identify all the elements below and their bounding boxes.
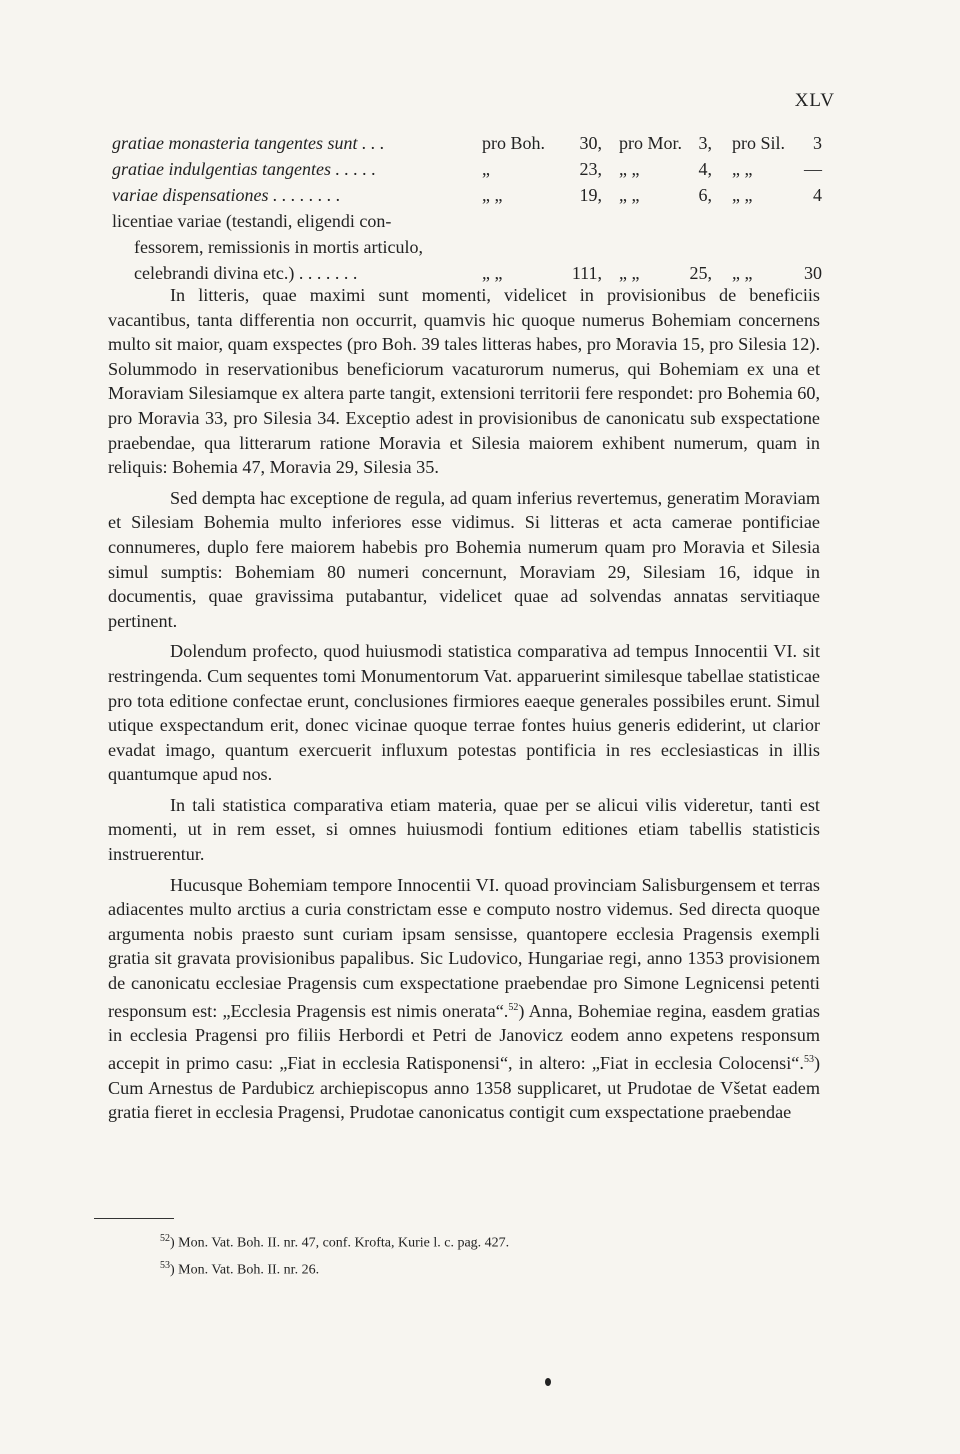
ink-mark	[545, 1378, 551, 1386]
paragraph: In litteris, quae maximi sunt momenti, videlicet in provisionibus de beneficiis vacantibus, tanta differentia non occurrit, quamvis hic quoque numerus Bohemiam concernens multo sit maior, quam exspectes (pro Boh. 39 tales litteras habes, pro Moravia 15, pro Silesia 12). Solummodo in reservationibus beneficiorum vacaturorum numerus, qui Bohemiam ex una et Moraviam Silesiamque ex altera parte tangit, extensioni territorii fere respondet: pro Bohemia 60, pro Moravia 33, pro Silesia 34. Exceptio adest in provisionibus de canonicatu sub exspectatione praebendae, qua litterarum ratione Moravia et Silesia maiorem exhibent numerum, quam in reliquis: Bohemia 47, Moravia 29, Silesia 35.	[108, 285, 820, 478]
stats-cell-c2v: 25,	[689, 263, 712, 283]
paragraph	[108, 873, 820, 1125]
stats-row	[112, 156, 832, 182]
stats-cell-c3v: 30	[804, 263, 822, 283]
footnote	[160, 1255, 509, 1282]
stats-label	[112, 208, 391, 234]
stats-cell-c2l: „ „	[619, 159, 640, 179]
stats-cell-c2l: pro Mor.	[619, 133, 682, 153]
paragraph: Sed dempta hac exceptione de regula, ad quam inferius revertemus, generatim Moraviam et Silesiam Bohemia multo inferiores esse vidimus. Si litteras et acta camerae pontificiae connumeres, duplo fere maiorem habebis pro Bohemia numerum quam pro Moravia et Silesia simul sumptis: Bohemiam 80 numeri concernunt, Moraviam 29, Silesiam 16, idque in documentis, quae gravissima putabantur, videlicet quae ad solvendas annatas servitiaque pertinent.	[108, 487, 820, 631]
stats-label-text: celebrandi divina etc.) . . . . . . .	[134, 263, 358, 283]
footnotes	[160, 1228, 509, 1281]
paragraph-text: ) Cum Arnestus de Pardubicz archiepiscopus anno 1358 supplicaret, ut Prudotae de Všetat eadem gratia fieret in ecclesia Pragensi, Prudotae canonicatus contigit cum exspectatione praebendae	[108, 1052, 820, 1123]
stats-cell-c2v: 4,	[698, 159, 712, 179]
stats-cell-c2l: „ „	[619, 263, 640, 283]
stats-cell-c1v: 111,	[571, 263, 602, 283]
stats-label	[112, 156, 376, 182]
stats-cell-c1l: „ „	[482, 263, 503, 283]
stats-label-text: fessorem, remissionis in mortis articulo,	[134, 237, 423, 257]
stats-cell-c3l: „ „	[732, 185, 753, 205]
stats-label-text: variae dispensationes . . . . . . . .	[112, 185, 341, 205]
footnote-text: ) Mon. Vat. Boh. II. nr. 47, conf. Krofta, Kurie l. c. pag. 427.	[170, 1235, 510, 1251]
stats-cell-c3v: —	[804, 159, 822, 179]
footnote-text: ) Mon. Vat. Boh. II. nr. 26.	[170, 1262, 320, 1278]
stats-cell-c3v: 3	[813, 133, 822, 153]
paragraph: In tali statistica comparativa etiam materia, quae per se alicui vilis videretur, tanti est momenti, ut in rem esset, si omnes huiusmodi fontium editiones etiam tabellis statisticis instruerentur.	[108, 794, 820, 865]
stats-cell-c3l: „ „	[732, 263, 753, 283]
stats-cell-c1l: „	[482, 159, 490, 179]
stats-cell-c3l: „ „	[732, 159, 753, 179]
footnote-divider	[94, 1218, 174, 1219]
stats-cell-c3v: 4	[813, 185, 822, 205]
page-number: XLV	[794, 90, 835, 111]
footnote-ref: 53	[803, 1053, 814, 1065]
stats-cell-c1v: 23,	[579, 159, 602, 179]
stats-label	[112, 182, 340, 208]
stats-row	[112, 130, 832, 156]
stats-cell-c2v: 6,	[698, 185, 712, 205]
stats-row	[112, 234, 832, 260]
stats-cell-c1v: 19,	[579, 185, 602, 205]
stats-row	[112, 182, 832, 208]
stats-cell-c2v: 3,	[698, 133, 712, 153]
stats-cell-c1l: pro Boh.	[482, 133, 545, 153]
stats-cell-c3l: pro Sil.	[732, 133, 786, 153]
footnote	[160, 1228, 509, 1255]
paragraph-text: ) Anna, Bohemiae regina, easdem gratias in ecclesia Pragensi pro filiis Herbordi et Petri de Janovicz eodem anno expetens responsum accepit in primo casu: „Fiat in ecclesia Ratisponensi“, in altero: „Fiat in ecclesia Colocensi“.	[108, 1000, 820, 1073]
paragraph-text: Hucusque Bohemiam tempore Innocentii VI. quoad provinciam Salisburgensem et terras adiacentes multo arctius a curia constrictam esse e computo nostro videmus. Sed directa quoque argumenta nobis praesto sunt curiam ipsam sensisse, quantopere ecclesia Pragensis exempli gratia sit gravata provisionibus papalibus. Sic Ludovico, Hungariae regi, anno 1353 provisionem de canonicatu ecclesiae Pragensis cum exspectatione praebendae pro Simone Legnicensi petenti responsum est: „Ecclesia Pragensis est nimis onerata“.	[108, 874, 820, 1021]
stats-row	[112, 208, 832, 234]
stats-label	[112, 130, 385, 156]
paragraph: Dolendum profecto, quod huiusmodi statistica comparativa ad tempus Innocentii VI. sit restringenda. Cum sequentes tomi Monumentorum Vat. apparuerint similesque tabellae statisticae pro tota editione confectae erunt, conclusiones firmiores eaeque generales possibiles erunt. Simul utique exspectandum erit, donec vicinae quoque terrae fontes huius generis ediderint, ut clarior evadat imago, quantum exercuerit influxum potestas pontificia in res ecclesiasticas in illis quantumque apud nos.	[108, 641, 820, 785]
stats-label-text: gratiae monasteria tangentes sunt . . .	[112, 133, 385, 153]
body-text	[108, 283, 820, 1131]
footnote-mark: 53	[160, 1259, 170, 1271]
stats-label	[134, 234, 423, 260]
footnote-ref: 52	[508, 1001, 519, 1013]
stats-cell-c1l: „ „	[482, 185, 503, 205]
statistics-table	[112, 130, 832, 286]
stats-cell-c1v: 30,	[579, 133, 602, 153]
stats-label-text: licentiae variae (testandi, eligendi con-	[112, 211, 392, 231]
stats-cell-c2l: „ „	[619, 185, 640, 205]
footnote-mark: 52	[160, 1233, 170, 1244]
stats-label-text: gratiae indulgentias tangentes . . . . .	[112, 159, 376, 179]
